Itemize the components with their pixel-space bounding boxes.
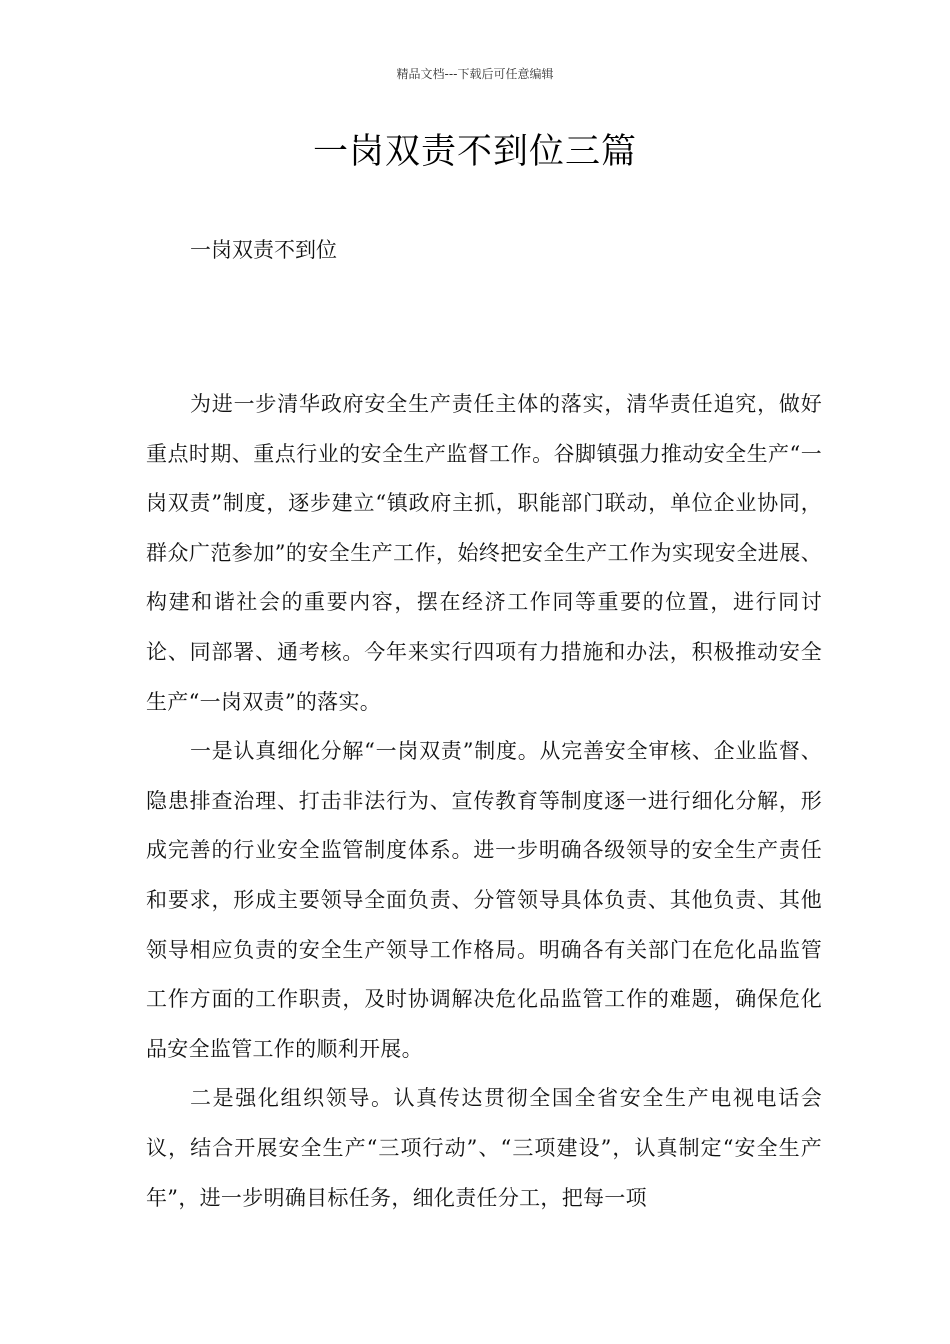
paragraph-measure-one: 一是认真细化分解“一岗双责”制度。从完善安全审核、企业监督、隐患排查治理、打击非法行为、宣传教育等制度逐一进行细化分解，形成完善的行业安全监管制度体系。进一步明确各级领导的安全生产责任和要求，形成主要领导全面负责、分管领导具体负责、其他负责、其他领导相应负责的安全生产领导工作格局。明确各有关部门在危化品监管工作方面的工作职责，及时协调解决危化品监管工作的难题，确保危化品安全监管工作的顺利开展。 xyxy=(146,739,822,1061)
paragraph-measure-two: 二是强化组织领导。认真传达贯彻全国全省安全生产电视电话会议，结合开展安全生产“三项行动”、“三项建设”，认真制定“安全生产年”，进一步明确目标任务，细化责任分工，把每一项 xyxy=(146,1086,822,1210)
body-text xyxy=(146,380,822,1223)
section-subtitle: 一岗双责不到位 xyxy=(190,238,337,262)
header-note: 精品文档---下载后可任意编辑 xyxy=(396,67,554,81)
document-title: 一岗双责不到位三篇 xyxy=(312,132,637,172)
paragraph-intro: 为进一步清华政府安全生产责任主体的落实，清华责任追究，做好重点时期、重点行业的安全生产监督工作。谷脚镇强力推动安全生产“一岗双责”制度，逐步建立“镇政府主抓，职能部门联动，单位企业协同，群众广范参加”的安全生产工作，始终把安全生产工作为实现安全进展、构建和谐社会的重要内容，摆在经济工作同等重要的位置，进行同讨论、同部署、通考核。今年来实行四项有力措施和办法，积极推动安全生产“一岗双责”的落实。 xyxy=(146,392,822,714)
